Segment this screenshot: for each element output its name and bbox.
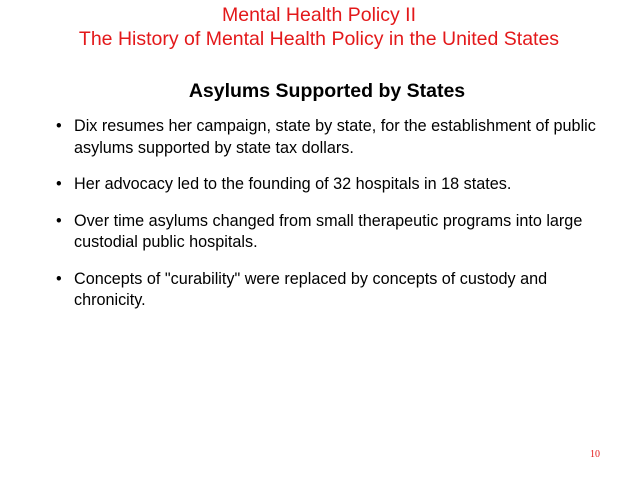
bullet-marker: • xyxy=(56,211,62,230)
slide-subtitle xyxy=(0,79,638,103)
slide-subtitle-text: Asylums Supported by States xyxy=(188,80,466,102)
bullet-marker: • xyxy=(56,175,62,193)
slide-title-line-1: Mental Health Policy II xyxy=(221,4,416,26)
page-number: 10 xyxy=(590,449,600,460)
bullet-marker: • xyxy=(56,269,62,288)
bullet-item xyxy=(56,211,616,254)
bullet-text: Over time asylums changed from small therapeutic programs into large custodial public hospitals. xyxy=(74,211,583,251)
bullet-text: Her advocacy led to the founding of 32 hospitals in 18 states. xyxy=(74,175,512,193)
slide-title xyxy=(0,3,638,51)
bullet-text: Concepts of "curability" were replaced by concepts of custody and chronicity. xyxy=(74,269,548,309)
bullet-item xyxy=(56,116,616,159)
bullet-item xyxy=(56,269,616,312)
bullet-marker: • xyxy=(56,117,62,135)
bullet-item xyxy=(56,174,616,196)
slide-title-line-2: The History of Mental Health Policy in the United States xyxy=(78,28,560,50)
bullet-list xyxy=(56,116,616,327)
bullet-text: Dix resumes her campaign, state by state, for the establishment of public asylums supported by state tax dollars. xyxy=(74,117,596,157)
